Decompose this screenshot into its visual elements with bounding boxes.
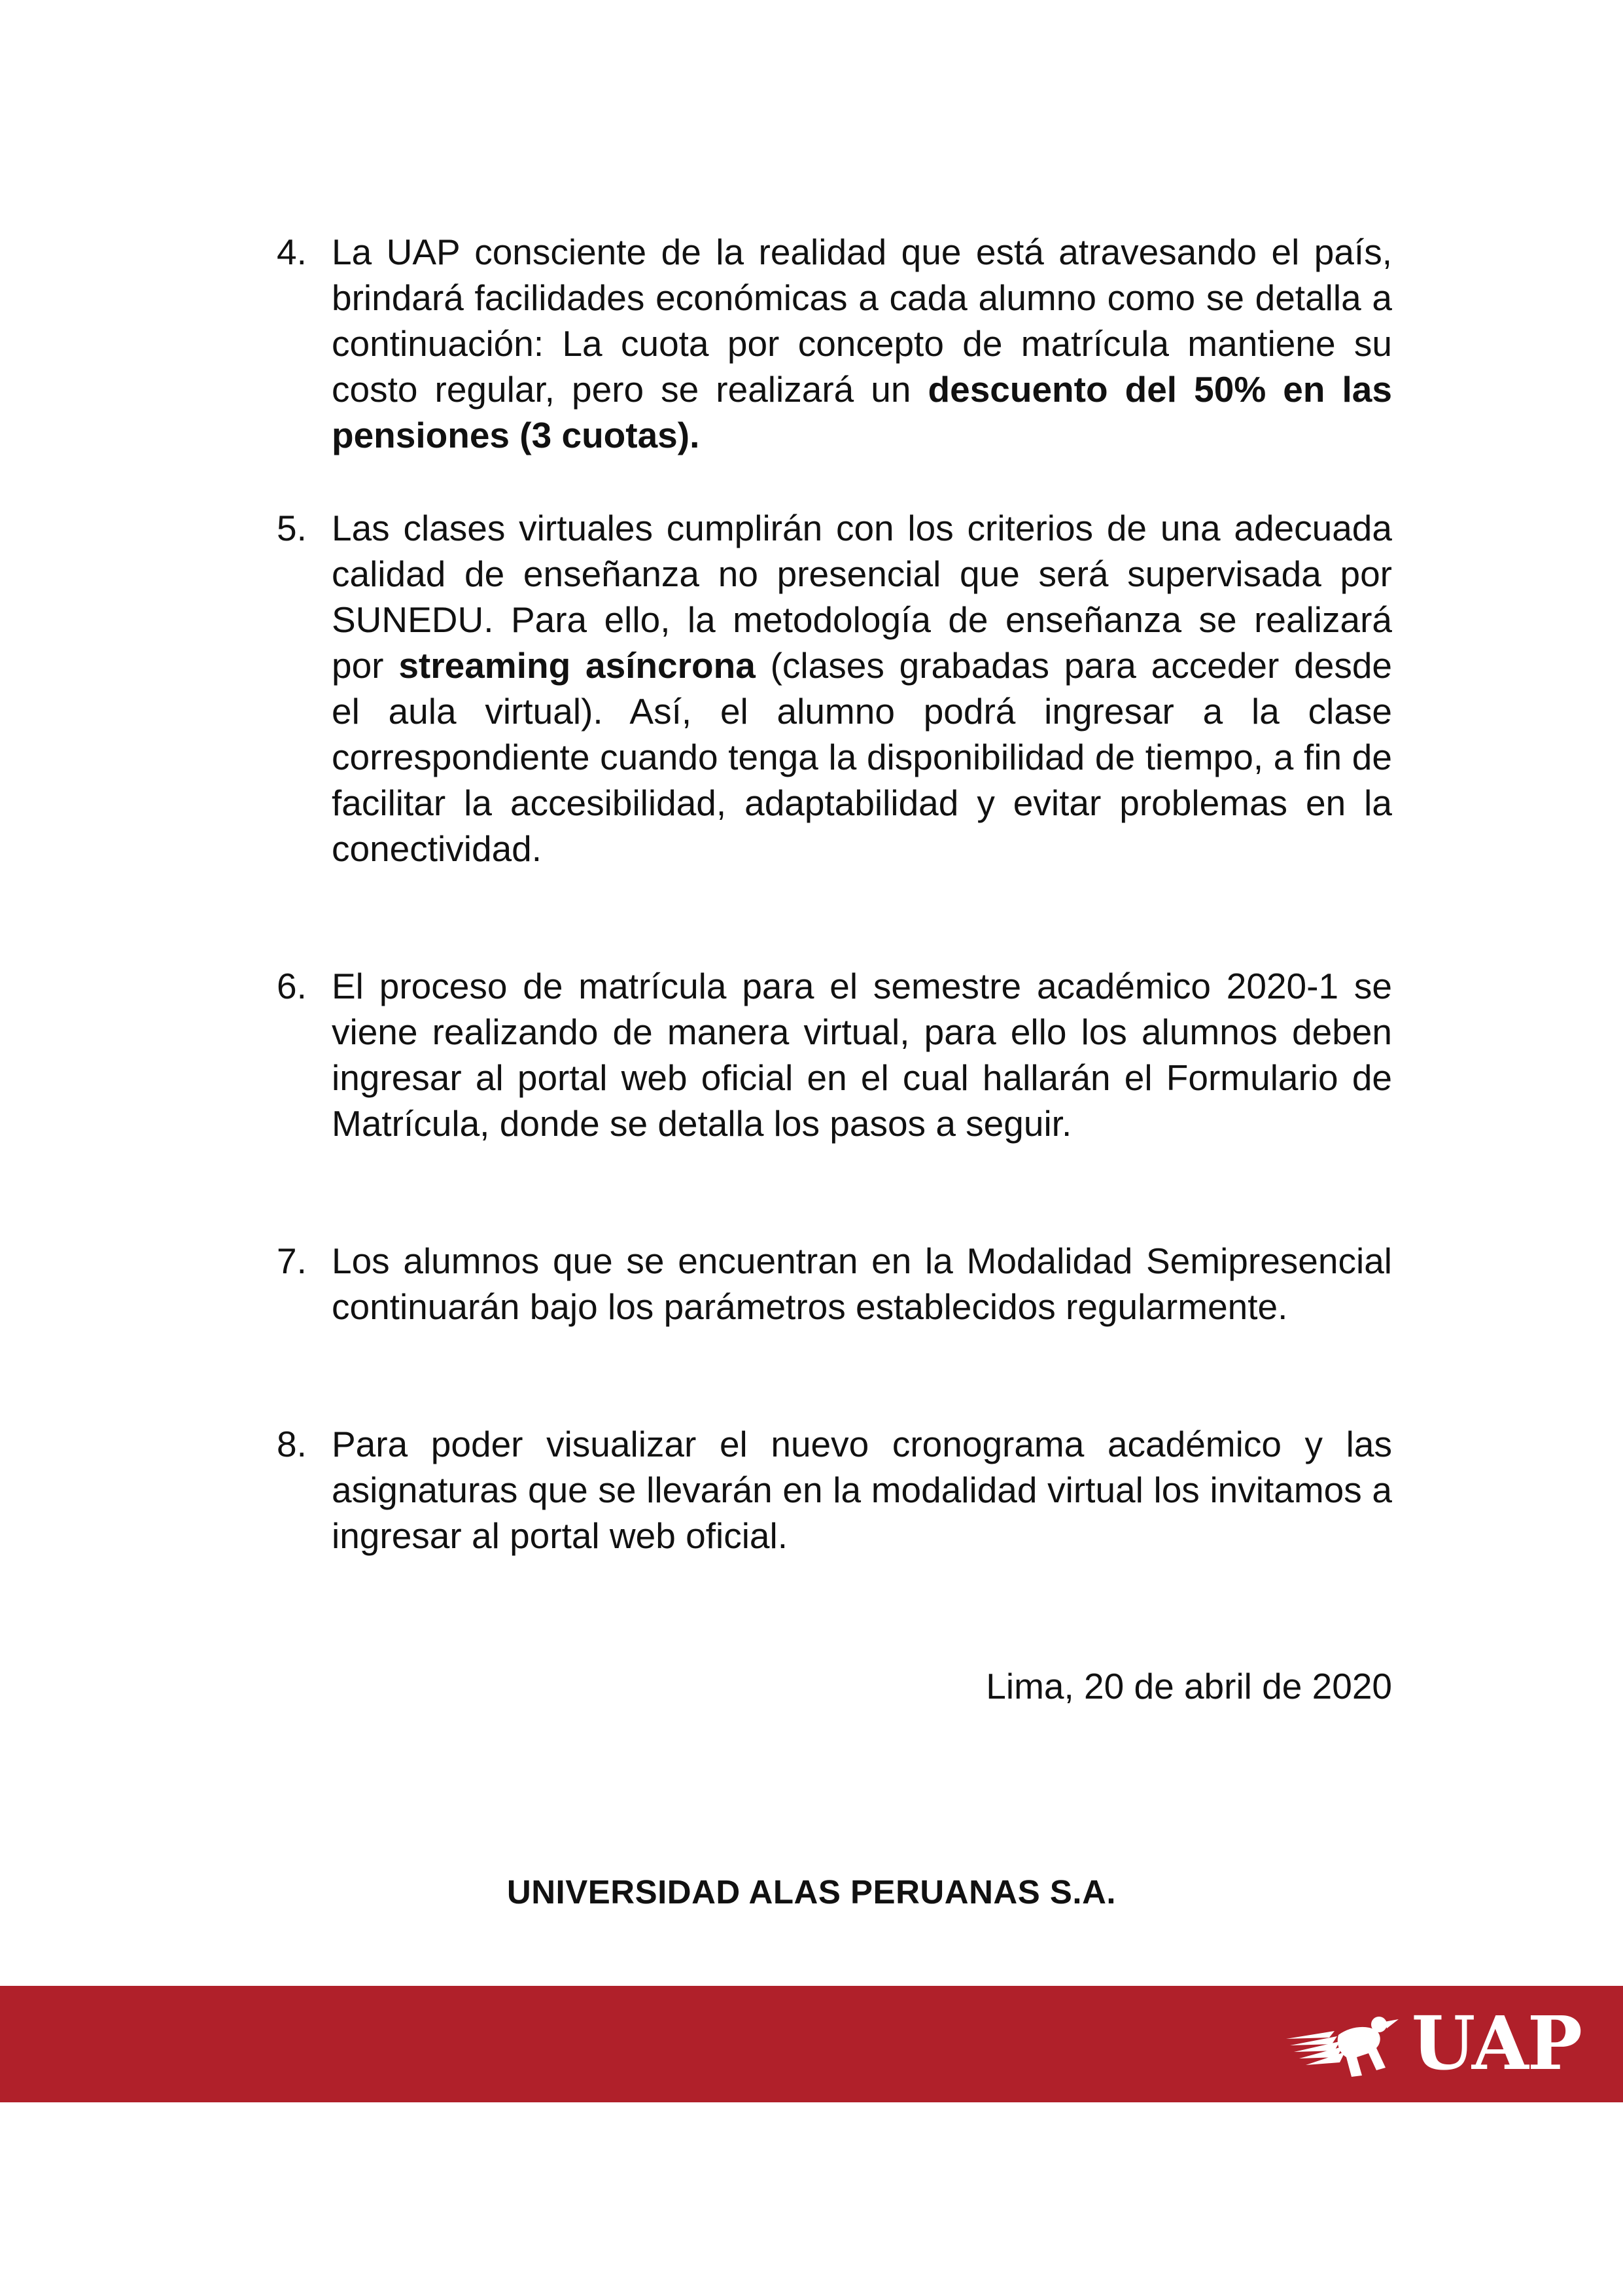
signature-line: UNIVERSIDAD ALAS PERUANAS S.A. [506, 1873, 1117, 1911]
item-number: 7. [277, 1241, 307, 1281]
item-text: Para poder visualizar el nuevo cronograma académico y las asignaturas que se llevarán en la modalidad virtual los invitamos a ingresar al portal web oficial. [332, 1424, 1392, 1556]
footer-band [0, 1986, 1623, 2102]
logo-text: UAP [1411, 2001, 1581, 2087]
item-number: 8. [277, 1424, 307, 1464]
item-number: 4. [277, 232, 307, 272]
winged-figure-icon [1283, 2005, 1408, 2083]
list-item-5 [277, 505, 1392, 872]
item-number: 5. [277, 508, 307, 548]
item-number: 6. [277, 966, 307, 1006]
item-text: Los alumnos que se encuentran en la Modalidad Semipresencial continuarán bajo los parámetros establecidos regularmente. [332, 1241, 1392, 1327]
numbered-list [277, 229, 1392, 1559]
document-date: Lima, 20 de abril de 2020 [986, 1666, 1392, 1706]
bold-text: streaming asíncrona [398, 645, 756, 686]
item-text: El proceso de matrícula para el semestre académico 2020-1 se viene realizando de manera virtual, para ello los alumnos deben ingresar al portal web oficial en el cual hallarán el Formulario de Matrícula, donde se detalla los pasos a seguir. [332, 966, 1392, 1144]
list-item-4 [277, 229, 1392, 458]
list-item-7 [277, 1238, 1392, 1330]
list-item-8 [277, 1421, 1392, 1559]
bold-text: descuento del 50% en las pensiones (3 cuotas). [332, 369, 1392, 455]
document-body [277, 229, 1392, 1559]
item-text: Las clases virtuales cumplirán con los criterios de una adecuada calidad de enseñanza no presencial que será supervisada por SUNEDU. Para ello, la metodología de enseñanza se realizará por streaming asíncrona (clases grabadas para acceder desde el aula virtual). Así, el alumno podrá ingresar a la clase correspondiente cuando tenga la disponibilidad de tiempo, a fin de facilitar la accesibilidad, adaptabilidad y evitar problemas en la conectividad. [332, 508, 1392, 869]
uap-logo [1283, 2000, 1581, 2088]
item-text: La UAP consciente de la realidad que está atravesando el país, brindará facilidades económicas a cada alumno como se detalla a continuación: La cuota por concepto de matrícula mantiene su costo regular, pero se realizará un descuento del 50% en las pensiones (3 cuotas). [332, 232, 1392, 455]
list-item-6 [277, 963, 1392, 1146]
